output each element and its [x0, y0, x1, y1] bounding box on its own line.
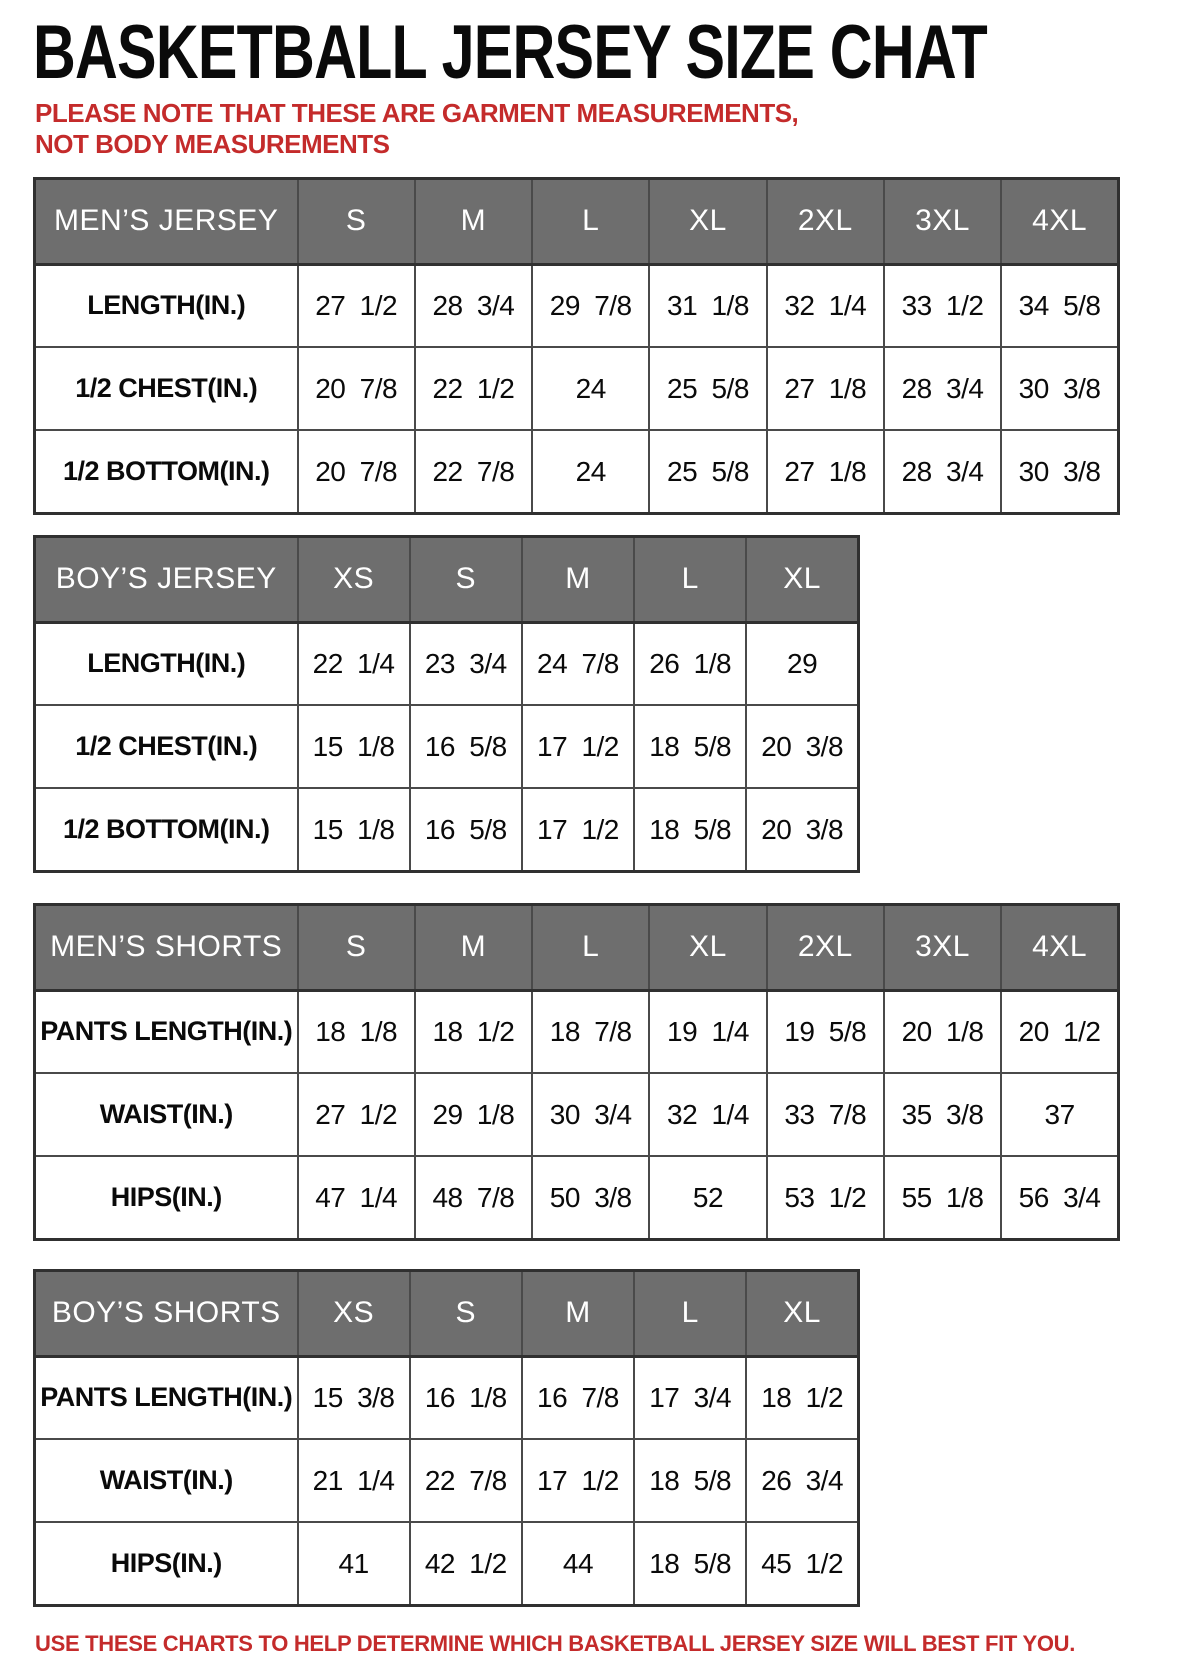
size-value: 28 3/4: [415, 264, 532, 347]
size-header-cell: M: [522, 1270, 634, 1356]
boys-jersey-table: [33, 535, 860, 873]
size-value: 20 7/8: [298, 430, 415, 513]
size-value: 18 1/8: [298, 990, 415, 1073]
row-label: HIPS(IN.): [35, 1156, 298, 1239]
table-row: [35, 1356, 859, 1439]
size-value: 37: [1001, 1073, 1118, 1156]
size-value: 18 7/8: [532, 990, 649, 1073]
size-value: 16 5/8: [410, 788, 522, 871]
size-value: 56 3/4: [1001, 1156, 1118, 1239]
table-title-cell: BOY’S SHORTS: [35, 1270, 298, 1356]
mens-jersey-table: [33, 177, 1120, 515]
size-value: 29 7/8: [532, 264, 649, 347]
header-row: [35, 1270, 859, 1356]
size-value: 32 1/4: [767, 264, 884, 347]
size-value: 15 1/8: [298, 788, 410, 871]
size-value: 32 1/4: [649, 1073, 766, 1156]
size-header-cell: 2XL: [767, 904, 884, 990]
size-header-cell: S: [410, 536, 522, 622]
size-header-cell: S: [298, 904, 415, 990]
row-label: HIPS(IN.): [35, 1522, 298, 1605]
size-value: 24 7/8: [522, 622, 634, 705]
size-value: 25 5/8: [649, 347, 766, 430]
size-value: 30 3/8: [1001, 430, 1118, 513]
size-value: 50 3/8: [532, 1156, 649, 1239]
size-value: 22 7/8: [410, 1439, 522, 1522]
size-value: 19 5/8: [767, 990, 884, 1073]
size-value: 18 5/8: [634, 788, 746, 871]
page-title: [33, 10, 1180, 95]
row-label: WAIST(IN.): [35, 1073, 298, 1156]
table-title-cell: BOY’S JERSEY: [35, 536, 298, 622]
size-value: 29 1/8: [415, 1073, 532, 1156]
size-value: 33 7/8: [767, 1073, 884, 1156]
size-value: 18 5/8: [634, 1439, 746, 1522]
row-label: 1/2 CHEST(IN.): [35, 705, 298, 788]
size-value: 35 3/8: [884, 1073, 1001, 1156]
row-label: 1/2 BOTTOM(IN.): [35, 430, 298, 513]
size-header-cell: 4XL: [1001, 178, 1118, 264]
row-label: LENGTH(IN.): [35, 622, 298, 705]
size-value: 27 1/2: [298, 264, 415, 347]
size-value: 27 1/8: [767, 430, 884, 513]
size-value: 41: [298, 1522, 410, 1605]
size-value: 27 1/2: [298, 1073, 415, 1156]
boys-shorts-table: [33, 1269, 860, 1607]
size-value: 20 3/8: [746, 705, 858, 788]
size-value: 48 7/8: [415, 1156, 532, 1239]
size-header-cell: 4XL: [1001, 904, 1118, 990]
size-header-cell: 2XL: [767, 178, 884, 264]
size-header-cell: S: [298, 178, 415, 264]
row-label: PANTS LENGTH(IN.): [35, 990, 298, 1073]
size-value: 33 1/2: [884, 264, 1001, 347]
size-value: 20 1/8: [884, 990, 1001, 1073]
size-value: 21 1/4: [298, 1439, 410, 1522]
size-header-cell: 3XL: [884, 178, 1001, 264]
size-value: 30 3/8: [1001, 347, 1118, 430]
size-value: 15 1/8: [298, 705, 410, 788]
size-header-cell: XL: [746, 1270, 858, 1356]
table-row: [35, 430, 1119, 513]
header-row: [35, 904, 1119, 990]
size-header-cell: XL: [649, 904, 766, 990]
size-value: 17 1/2: [522, 1439, 634, 1522]
size-header-cell: XL: [649, 178, 766, 264]
size-header-cell: XS: [298, 536, 410, 622]
size-value: 22 1/2: [415, 347, 532, 430]
size-value: 28 3/4: [884, 347, 1001, 430]
size-value: 18 1/2: [746, 1356, 858, 1439]
footer-text: USE THESE CHARTS TO HELP DETERMINE WHICH BASKETBALL JERSEY SIZE WILL BEST FIT YOU.: [35, 1630, 1076, 1656]
row-label: PANTS LENGTH(IN.): [35, 1356, 298, 1439]
garment-note-text: PLEASE NOTE THAT THESE ARE GARMENT MEASUREMENTS, NOT BODY MEASUREMENTS: [35, 97, 799, 160]
size-header-cell: L: [532, 178, 649, 264]
size-value: 24: [532, 347, 649, 430]
size-value: 20 7/8: [298, 347, 415, 430]
size-value: 17 1/2: [522, 705, 634, 788]
header-row: [35, 536, 859, 622]
size-value: 53 1/2: [767, 1156, 884, 1239]
size-value: 19 1/4: [649, 990, 766, 1073]
size-header-cell: XL: [746, 536, 858, 622]
size-value: 15 3/8: [298, 1356, 410, 1439]
table-row: [35, 264, 1119, 347]
size-value: 45 1/2: [746, 1522, 858, 1605]
table-row: [35, 788, 859, 871]
size-value: 26 3/4: [746, 1439, 858, 1522]
size-value: 23 3/4: [410, 622, 522, 705]
table-row: [35, 1439, 859, 1522]
size-value: 20 1/2: [1001, 990, 1118, 1073]
table-title-cell: MEN’S JERSEY: [35, 178, 298, 264]
table-title-cell: MEN’S SHORTS: [35, 904, 298, 990]
size-value: 18 5/8: [634, 705, 746, 788]
size-header-cell: L: [532, 904, 649, 990]
size-value: 26 1/8: [634, 622, 746, 705]
page-title-text: BASKETBALL JERSEY SIZE CHAT: [33, 10, 987, 95]
size-value: 24: [532, 430, 649, 513]
table-row: [35, 622, 859, 705]
size-value: 28 3/4: [884, 430, 1001, 513]
table-row: [35, 990, 1119, 1073]
size-value: 34 5/8: [1001, 264, 1118, 347]
size-value: 22 7/8: [415, 430, 532, 513]
size-value: 16 5/8: [410, 705, 522, 788]
size-header-cell: S: [410, 1270, 522, 1356]
size-header-cell: M: [415, 178, 532, 264]
size-value: 17 3/4: [634, 1356, 746, 1439]
row-label: 1/2 BOTTOM(IN.): [35, 788, 298, 871]
size-value: 16 1/8: [410, 1356, 522, 1439]
table-row: [35, 1156, 1119, 1239]
table-row: [35, 347, 1119, 430]
size-value: 16 7/8: [522, 1356, 634, 1439]
size-value: 27 1/8: [767, 347, 884, 430]
size-value: 31 1/8: [649, 264, 766, 347]
row-label: LENGTH(IN.): [35, 264, 298, 347]
size-value: 55 1/8: [884, 1156, 1001, 1239]
row-label: WAIST(IN.): [35, 1439, 298, 1522]
size-value: 47 1/4: [298, 1156, 415, 1239]
size-value: 30 3/4: [532, 1073, 649, 1156]
row-label: 1/2 CHEST(IN.): [35, 347, 298, 430]
size-value: 42 1/2: [410, 1522, 522, 1605]
size-value: 17 1/2: [522, 788, 634, 871]
table-row: [35, 705, 859, 788]
size-header-cell: L: [634, 536, 746, 622]
size-header-cell: 3XL: [884, 904, 1001, 990]
size-header-cell: L: [634, 1270, 746, 1356]
size-value: 52: [649, 1156, 766, 1239]
size-header-cell: M: [415, 904, 532, 990]
table-row: [35, 1073, 1119, 1156]
table-row: [35, 1522, 859, 1605]
size-value: 18 5/8: [634, 1522, 746, 1605]
size-value: 44: [522, 1522, 634, 1605]
header-row: [35, 178, 1119, 264]
size-header-cell: XS: [298, 1270, 410, 1356]
size-value: 22 1/4: [298, 622, 410, 705]
mens-shorts-table: [33, 903, 1120, 1241]
size-value: 20 3/8: [746, 788, 858, 871]
size-value: 18 1/2: [415, 990, 532, 1073]
size-value: 25 5/8: [649, 430, 766, 513]
size-value: 29: [746, 622, 858, 705]
size-header-cell: M: [522, 536, 634, 622]
